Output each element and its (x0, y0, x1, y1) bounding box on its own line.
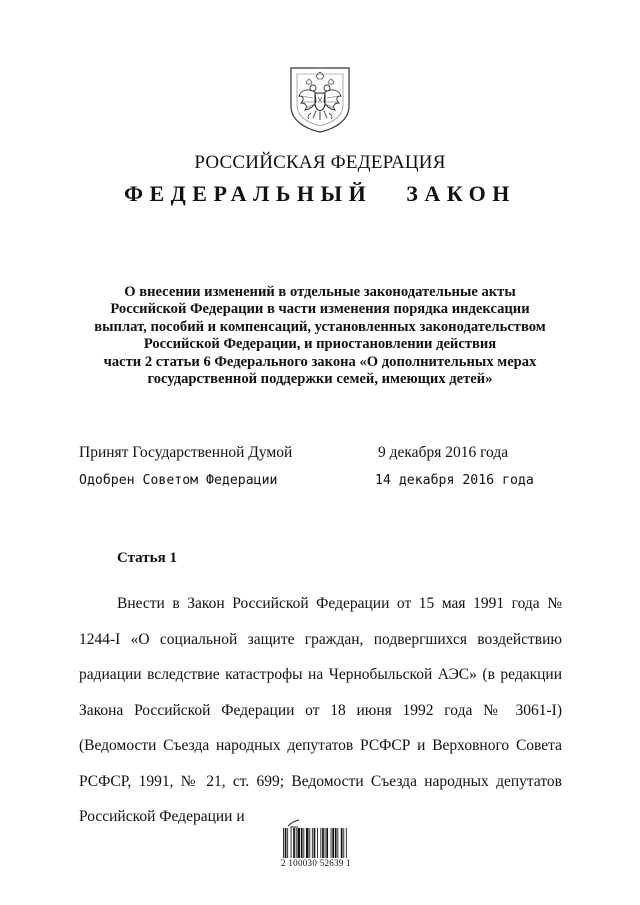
barcode-bar (317, 828, 318, 858)
barcode-bar (341, 828, 343, 858)
barcode-bar (306, 828, 309, 858)
law-title-line: выплат, пособий и компенсаций, установленных законодательством (94, 318, 546, 335)
barcode-bar (309, 828, 310, 858)
barcode-stamp-icon (287, 818, 301, 828)
barcode-bar (287, 828, 288, 858)
article-body-text: Внести в Закон Российской Федерации от 15 мая 1991 года № 1244-I «О социальной защите граждан, подвергшихся воздействию радиации вследствие катастрофы на Чернобыльской АЭС» (в редакции Закона Российской Федерации от 18 июня 1992 года № 3061-I) (Ведомости Съезда народных депутатов РСФСР и Верховного Совета РСФСР, 1991, № 21, ст. 699; Ведомости Съезда народных депутатов Российской Федерации и (79, 595, 562, 825)
barcode-bar (285, 828, 287, 858)
barcode-bar (293, 828, 295, 858)
barcode-bar (335, 828, 337, 858)
barcode-bar (296, 828, 297, 858)
barcode-bar (325, 828, 326, 858)
law-title-line: Российской Федерации, и приостановлении действия (143, 336, 497, 353)
barcode-bar (346, 828, 347, 858)
barcode-bar (320, 828, 321, 858)
law-type-heading: ФЕДЕРАЛЬНЫЙ ЗАКОН (124, 181, 516, 206)
barcode-bars (283, 828, 367, 858)
country-name: РОССИЙСКАЯ ФЕДЕРАЦИЯ (194, 152, 446, 173)
barcode-bar (322, 828, 324, 858)
barcode-bar (337, 828, 338, 858)
barcode-bar (326, 828, 328, 858)
barcode-bar (301, 828, 303, 858)
adoption-duma-label: Принят Государственной Думой (79, 444, 293, 461)
barcode-bar (283, 828, 284, 858)
law-title (60, 284, 580, 388)
barcode-bar (297, 828, 300, 858)
barcode-bar (331, 828, 332, 858)
coat-of-arms-emblem (289, 66, 351, 134)
adoption-federation-date: 14 декабря 2016 года (375, 473, 534, 488)
barcode-bar (332, 828, 334, 858)
law-title-line: Российской Федерации в части изменения порядка индексации (110, 301, 530, 318)
article-heading: Статья 1 (117, 550, 177, 566)
barcode-number: 2 100030 52639 1 (281, 858, 352, 868)
barcode-bar (314, 828, 316, 858)
adoption-federation-label: Одобрен Советом Федерации (79, 473, 278, 488)
barcode-bar (291, 828, 292, 858)
law-title-line: части 2 статьи 6 Федерального закона «О дополнительных мерах (103, 353, 537, 370)
barcode-bar (303, 828, 304, 858)
law-title-line: государственной поддержки семей, имеющих детей» (147, 371, 493, 388)
law-title-line: О внесении изменений в отдельные законодательные акты (124, 284, 516, 300)
barcode-bar (343, 828, 344, 858)
barcode-bar (312, 828, 313, 858)
adoption-duma-date: 9 декабря 2016 года (378, 444, 509, 461)
